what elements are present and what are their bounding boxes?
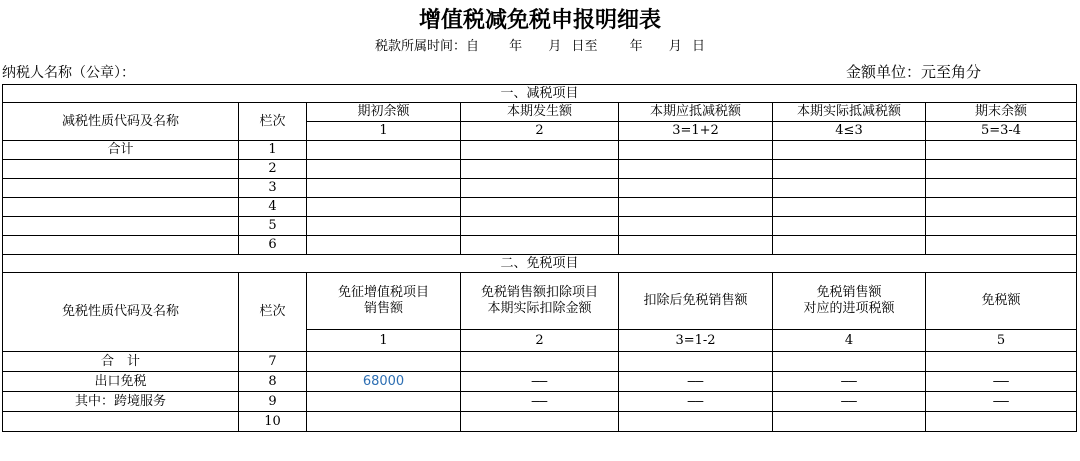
formula-cell: 4 xyxy=(773,330,926,352)
value-cell[interactable] xyxy=(307,217,461,236)
row-line-number: 8 xyxy=(239,372,307,392)
row-line-number: 6 xyxy=(239,236,307,255)
period-month-label: 月 xyxy=(668,39,682,54)
value-cell[interactable] xyxy=(307,392,461,412)
formula-cell: 5 xyxy=(926,330,1077,352)
value-cell[interactable] xyxy=(307,236,461,255)
header-line-2: 对应的进项税额 xyxy=(803,301,895,316)
value-cell[interactable] xyxy=(461,198,619,217)
value-cell[interactable] xyxy=(461,179,619,198)
taxpayer-name-label: 纳税人名称（公章）： xyxy=(2,65,135,81)
value-cell[interactable] xyxy=(926,352,1077,372)
table-row xyxy=(3,217,1077,236)
header-line-1: 免税额 xyxy=(981,293,1021,308)
col-header-net-exempt-sales xyxy=(619,273,773,330)
value-cell[interactable] xyxy=(773,179,926,198)
formula-cell: 1 xyxy=(307,330,461,352)
amount-unit-label: 金额单位：元至角分 xyxy=(846,63,982,81)
value-cell: —— xyxy=(926,392,1077,412)
row-name-cell[interactable]: 合 计 xyxy=(3,352,239,372)
col-header-exempt-sales xyxy=(307,273,461,330)
value-cell[interactable] xyxy=(926,412,1077,432)
header-line-2: 本期实际扣除金额 xyxy=(487,301,592,316)
header-line-1: 扣除后免税销售额 xyxy=(643,293,748,308)
value-cell[interactable] xyxy=(619,160,773,179)
col-header-closing-balance: 期末余额 xyxy=(926,103,1077,122)
col-header-deductible-amount: 本期应抵减税额 xyxy=(619,103,773,122)
value-cell[interactable] xyxy=(773,352,926,372)
value-cell: —— xyxy=(773,372,926,392)
row-name-cell[interactable] xyxy=(3,412,239,432)
value-cell[interactable] xyxy=(773,160,926,179)
value-cell[interactable] xyxy=(619,217,773,236)
period-year-label: 年 xyxy=(509,39,523,54)
value-cell[interactable] xyxy=(926,217,1077,236)
table-row xyxy=(3,352,1077,372)
period-day-label: 日 xyxy=(691,39,705,54)
value-cell[interactable] xyxy=(461,352,619,372)
value-cell[interactable] xyxy=(619,236,773,255)
col-header-input-tax xyxy=(773,273,926,330)
row-line-number: 4 xyxy=(239,198,307,217)
row-line-number: 10 xyxy=(239,412,307,432)
col-header-actual-deduction: 本期实际抵减税额 xyxy=(773,103,926,122)
value-cell[interactable] xyxy=(461,141,619,160)
value-cell[interactable] xyxy=(773,217,926,236)
formula-cell: 3=1+2 xyxy=(619,122,773,141)
table-row xyxy=(3,198,1077,217)
relief-detail-table xyxy=(2,84,1077,432)
col-header-deduction-amount xyxy=(461,273,619,330)
period-year-label: 年 xyxy=(629,39,643,54)
col-header-exemption-code: 免税性质代码及名称 xyxy=(3,273,239,352)
table-row xyxy=(3,160,1077,179)
table-row xyxy=(3,372,1077,392)
form-title: 增值税减免税申报明细表 xyxy=(418,7,661,33)
row-line-number: 7 xyxy=(239,352,307,372)
value-cell[interactable] xyxy=(926,179,1077,198)
value-cell[interactable] xyxy=(773,236,926,255)
formula-cell: 1 xyxy=(307,122,461,141)
value-cell[interactable] xyxy=(619,141,773,160)
value-cell[interactable] xyxy=(307,141,461,160)
header-line-2: 销售额 xyxy=(363,301,403,316)
row-name-cell[interactable]: 出口免税 xyxy=(3,372,239,392)
value-cell[interactable] xyxy=(619,179,773,198)
section-title-reduction: 一、减税项目 xyxy=(3,85,1077,103)
value-cell[interactable] xyxy=(926,160,1077,179)
value-cell[interactable] xyxy=(773,198,926,217)
period-month-label: 月 xyxy=(548,39,562,54)
row-line-number: 1 xyxy=(239,141,307,160)
row-name-cell[interactable] xyxy=(3,236,239,255)
col-header-line: 栏次 xyxy=(239,103,307,141)
row-name-cell[interactable] xyxy=(3,198,239,217)
value-cell[interactable] xyxy=(619,412,773,432)
value-cell: —— xyxy=(619,372,773,392)
formula-cell: 3=1-2 xyxy=(619,330,773,352)
value-cell[interactable]: 68000 xyxy=(307,372,461,392)
value-cell[interactable] xyxy=(926,198,1077,217)
table-row xyxy=(3,179,1077,198)
section-title-exemption: 二、免税项目 xyxy=(3,255,1077,273)
row-name-cell[interactable]: 其中：跨境服务 xyxy=(3,392,239,412)
value-cell: —— xyxy=(619,392,773,412)
value-cell[interactable] xyxy=(307,352,461,372)
row-line-number: 5 xyxy=(239,217,307,236)
value-cell[interactable] xyxy=(619,352,773,372)
value-cell: —— xyxy=(773,392,926,412)
col-header-line: 栏次 xyxy=(239,273,307,352)
value-cell[interactable] xyxy=(307,412,461,432)
row-name-cell[interactable] xyxy=(3,217,239,236)
value-cell[interactable] xyxy=(307,198,461,217)
period-to-label: 日至 xyxy=(571,39,598,54)
value-cell[interactable] xyxy=(461,160,619,179)
row-line-number: 2 xyxy=(239,160,307,179)
table-row xyxy=(3,412,1077,432)
value-cell[interactable] xyxy=(461,236,619,255)
col-header-current-amount: 本期发生额 xyxy=(461,103,619,122)
period-from-label: 税款所属时间：自 xyxy=(375,39,480,54)
table-row xyxy=(3,236,1077,255)
formula-cell: 4≤3 xyxy=(773,122,926,141)
value-cell[interactable] xyxy=(461,217,619,236)
value-cell[interactable] xyxy=(461,412,619,432)
row-name-cell[interactable] xyxy=(3,179,239,198)
formula-cell: 2 xyxy=(461,122,619,141)
header-line-1: 免征增值税项目 xyxy=(337,285,429,300)
value-cell: —— xyxy=(926,372,1077,392)
formula-cell: 2 xyxy=(461,330,619,352)
value-cell[interactable] xyxy=(773,141,926,160)
value-cell[interactable] xyxy=(926,141,1077,160)
formula-cell: 5=3-4 xyxy=(926,122,1077,141)
row-line-number: 3 xyxy=(239,179,307,198)
col-header-reduction-code: 减税性质代码及名称 xyxy=(3,103,239,141)
row-name-cell[interactable]: 合计 xyxy=(3,141,239,160)
value-cell[interactable] xyxy=(307,179,461,198)
value-cell[interactable] xyxy=(926,236,1077,255)
row-name-cell[interactable] xyxy=(3,160,239,179)
value-cell[interactable] xyxy=(773,412,926,432)
value-cell[interactable] xyxy=(307,160,461,179)
value-cell: —— xyxy=(461,372,619,392)
header-line-1: 免税销售额扣除项目 xyxy=(480,285,598,300)
header-line-1: 免税销售额 xyxy=(816,285,882,300)
row-line-number: 9 xyxy=(239,392,307,412)
table-row xyxy=(3,392,1077,412)
value-cell[interactable] xyxy=(619,198,773,217)
table-row xyxy=(3,141,1077,160)
tax-period xyxy=(0,39,1080,55)
col-header-opening-balance: 期初余额 xyxy=(307,103,461,122)
col-header-exempt-tax xyxy=(926,273,1077,330)
value-cell: —— xyxy=(461,392,619,412)
